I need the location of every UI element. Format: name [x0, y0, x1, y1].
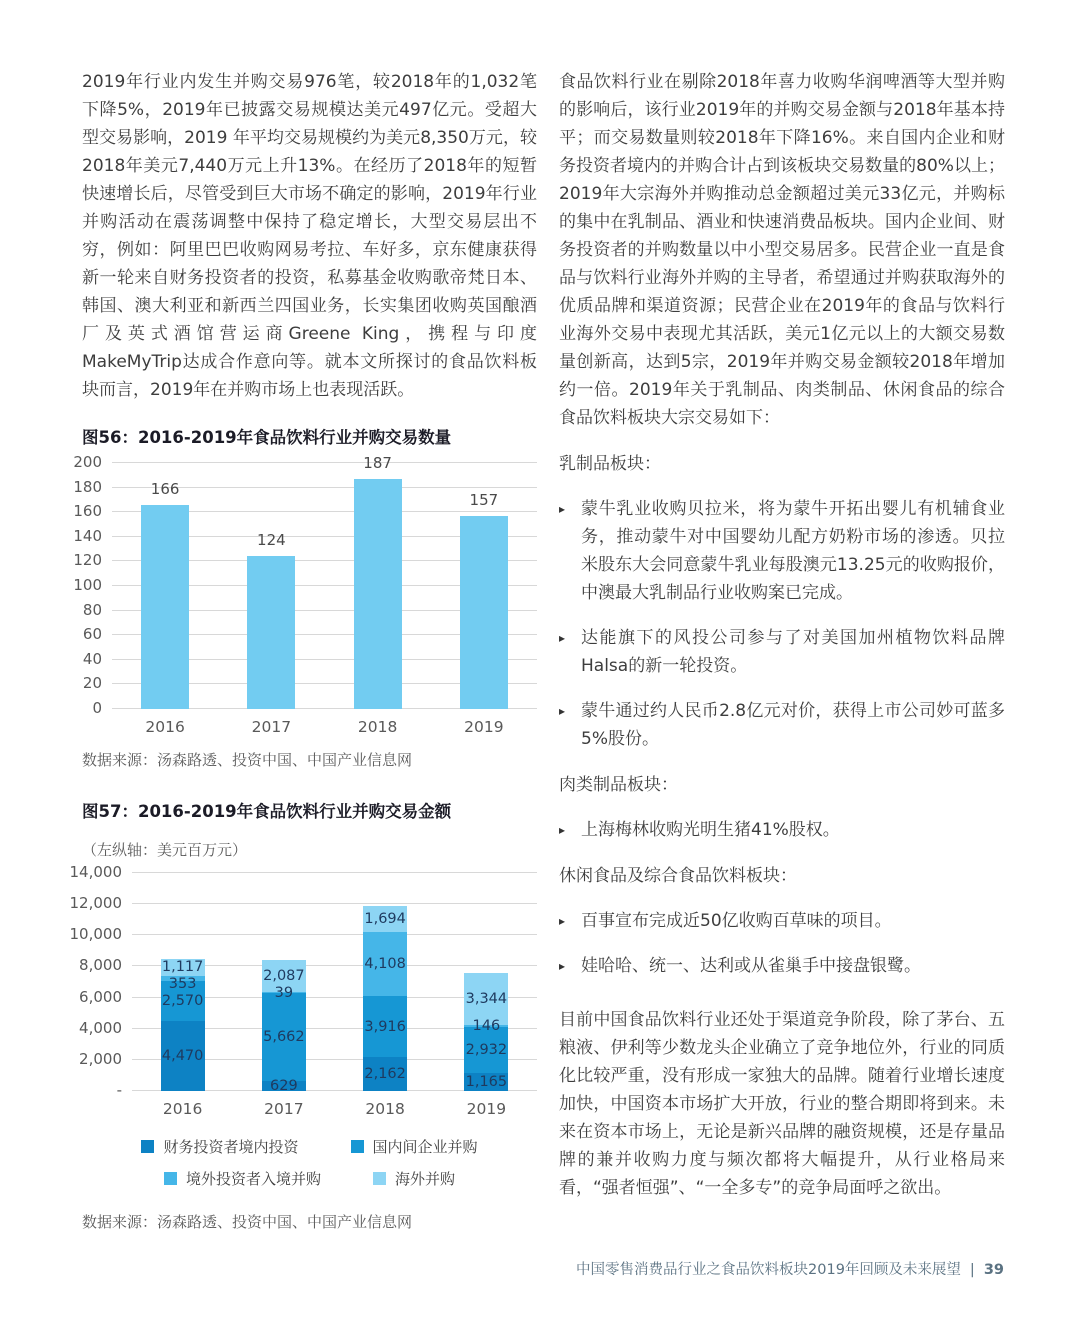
figure56-bar-chart [73, 453, 537, 736]
bullet-text: 达能旗下的风投公司参与了对美国加州植物饮料品牌Halsa的新一轮投资。 [581, 628, 1005, 676]
segment-value-label: 2,570 [161, 993, 204, 1010]
bullet-item [559, 495, 1005, 607]
y-tick-label: 180 [73, 477, 102, 496]
bar-slot [335, 873, 436, 1091]
bar-slot [132, 873, 233, 1091]
bullet-triangle-icon: ▸ [559, 631, 566, 645]
bullet-text: 娃哈哈、统一、达利或从雀巢手中接盘银鹭。 [581, 956, 921, 976]
segment-value-label: 39 [274, 985, 294, 1002]
bar-value-label: 157 [469, 490, 499, 509]
legend-swatch [351, 1140, 364, 1153]
x-tick-label: 2016 [162, 1100, 203, 1118]
intro-paragraph: 2019年行业内发生并购交易976笔，较2018年的1,032笔下降5%，2019年已披露交易规模达美元497亿元。受超大型交易影响，2019 年平均交易规模约为美元8,350万元，较2018年美元7,440万元上升13%。在经历了2018年的短暂快速增长后，尽管受到巨大市场不确定的影响，2019年行业并购活动在震荡调整中保持了稳定增长，大型交易层出不穷，例如：阿里巴巴收购网易考拉、车好多，京东健康获得新一轮来自财务投资者的投资，私募基金收购歌帝梵日本、韩国、澳大利亚和新西兰四国业务，长实集团收购英国酿酒厂及英式酒馆营运商Greene King，携程与印度MakeMyTrip达成合作意向等。就本文所探讨的食品饮料板块而言，2019年在并购市场上也表现活跃。 [82, 72, 537, 400]
y-tick-label: 6,000 [79, 987, 122, 1006]
x-tick-label: 2019 [466, 1100, 507, 1118]
figure56-title: 图56：2016-2019年食品饮料行业并购交易数量 [82, 428, 452, 447]
bar-slot [112, 463, 218, 709]
bar [460, 516, 508, 709]
bar-value-label: 124 [257, 531, 286, 550]
y-tick-label: 2,000 [79, 1049, 122, 1068]
segment-value-label: 1,694 [364, 911, 406, 928]
bar [247, 556, 295, 709]
legend-swatch [141, 1140, 154, 1153]
section-heading: 乳制品板块： [559, 454, 661, 474]
x-tick-label: 2018 [365, 1100, 405, 1118]
segment-value-label: 3,916 [364, 1018, 406, 1035]
bullet-text: 上海梅林收购光明生猪41%股权。 [581, 820, 840, 840]
y-tick-label: 40 [82, 649, 102, 668]
segment-value-label: 5,662 [263, 1029, 305, 1046]
page-number: 39 [983, 1262, 1004, 1278]
bullet-triangle-icon: ▸ [559, 959, 566, 973]
y-tick-label: 140 [73, 526, 102, 545]
footer-title: 中国零售消费品行业之食品饮料板块2019年回顾及未来展望 [576, 1262, 961, 1278]
y-tick-label: 4,000 [79, 1018, 122, 1037]
bullet-text: 百事宣布完成近50亿收购百草味的项目。 [581, 911, 892, 931]
bullet-triangle-icon: ▸ [559, 704, 566, 718]
page-footer [576, 1258, 1004, 1279]
x-tick-label: 2019 [464, 718, 504, 736]
y-tick-label: 120 [73, 551, 102, 570]
figure57-axis-note: （左纵轴：美元百万元） [82, 841, 248, 859]
bullet-text: 蒙牛乳业收购贝拉米，将为蒙牛开拓出婴儿有机辅食业务，推动蒙牛对中国婴幼儿配方奶粉市场的渗透。贝拉米股东大会同意蒙牛乳业每股澳元13.25元的收购报价，中澳最大乳制品行业收购案已完成。 [581, 499, 1005, 603]
bullet-triangle-icon: ▸ [559, 823, 566, 837]
figure57-source: 数据来源：汤森路透、投资中国、中国产业信息网 [82, 1213, 413, 1231]
bullet-triangle-icon: ▸ [559, 502, 566, 516]
bar-slot [325, 454, 431, 709]
segment-value-label: 1,117 [161, 959, 204, 976]
segment-value-label: 353 [168, 976, 197, 993]
two-column-layout [69, 68, 1005, 1232]
left-column [69, 68, 537, 1232]
bullet-item [559, 907, 1005, 935]
legend-item [351, 1136, 478, 1157]
segment-value-label: 629 [270, 1078, 298, 1095]
bullet-item [559, 816, 1005, 844]
legend-swatch [164, 1172, 177, 1185]
segment-value-label: 2,162 [364, 1066, 406, 1083]
y-tick-label: 12,000 [69, 894, 122, 913]
segment-value-label: 146 [472, 1018, 501, 1035]
figure56-source: 数据来源：汤森路透、投资中国、中国产业信息网 [82, 751, 413, 769]
bullet-item [559, 952, 1005, 980]
segment-value-label: 2,087 [263, 968, 305, 985]
x-tick-label: 2018 [357, 718, 398, 736]
bar-value-label: 166 [150, 479, 180, 498]
bar-slot [431, 463, 537, 709]
y-tick-label: 8,000 [79, 956, 122, 975]
y-tick-label: 10,000 [69, 925, 122, 944]
figure57-title: 图57：2016-2019年食品饮料行业并购交易金额 [82, 802, 452, 821]
bullet-text: 蒙牛通过约人民币2.8亿元对价，获得上市公司妙可蓝多5%股份。 [581, 701, 1005, 749]
y-tick-label: 80 [82, 600, 102, 619]
section-heading: 休闲食品及综合食品饮料板块： [559, 866, 797, 886]
legend-label: 财务投资者境内投资 [163, 1138, 299, 1156]
segment-value-label: 1,165 [465, 1073, 508, 1090]
deal-sections [559, 450, 1005, 980]
right-column [559, 68, 1005, 1232]
bullet-triangle-icon: ▸ [559, 914, 566, 928]
segment-value-label: 3,344 [465, 990, 508, 1007]
y-tick-label: 0 [92, 699, 102, 717]
chart-legend [82, 1136, 537, 1189]
bar-slot [233, 873, 334, 1095]
legend-label: 境外投资者入境并购 [185, 1170, 321, 1188]
legend-label: 国内间企业并购 [372, 1138, 478, 1156]
segment-value-label: 4,108 [364, 956, 406, 973]
bar [354, 479, 402, 709]
section-heading: 肉类制品板块： [559, 775, 678, 795]
segment-value-label: 2,932 [465, 1042, 508, 1059]
stacked-bar [363, 906, 407, 1091]
legend-item [141, 1136, 298, 1157]
legend-item [373, 1168, 455, 1189]
bullet-item [559, 624, 1005, 680]
legend-swatch [373, 1172, 386, 1185]
bar-slot [218, 463, 324, 709]
bar [141, 505, 189, 709]
y-tick-label: 100 [73, 576, 102, 594]
footer-separator: | [969, 1262, 975, 1278]
x-tick-label: 2016 [145, 718, 185, 736]
bar-value-label: 187 [363, 454, 392, 472]
figure57-stacked-bar-chart [69, 863, 537, 1189]
legend-item [164, 1168, 321, 1189]
x-tick-label: 2017 [264, 1100, 304, 1118]
y-tick-label: 200 [73, 453, 102, 471]
y-tick-label: - [116, 1081, 122, 1099]
y-tick-label: 160 [73, 502, 102, 521]
bar-slot [436, 873, 537, 1091]
closing-paragraph: 目前中国食品饮料行业还处于渠道竞争阶段，除了茅台、五粮液、伊利等少数龙头企业确立了竞争地位外，行业的同质化比较严重，没有形成一家独大的品牌。随着行业增长速度加快，中国资本市场扩大开放，行业的整合期即将到来。未来在资本市场上，无论是新兴品牌的融资规模，还是存量品牌的兼并收购力度与频次都将大幅提升，从行业格局来看，“强者恒强”、“一全多专”的竞争局面呼之欲出。 [559, 1010, 1005, 1198]
y-tick-label: 20 [82, 674, 102, 693]
x-tick-label: 2017 [251, 718, 292, 736]
overview-paragraph: 食品饮料行业在剔除2018年喜力收购华润啤酒等大型并购的影响后，该行业2019年的并购交易金额与2018年基本持平；而交易数量则较2018年下降16%。来自国内企业和财务投资者境内的并购合计占到该板块交易数量的80%以上；2019年大宗海外并购推动总金额超过美元33亿元，并购标的集中在乳制品、酒业和快速消费品板块。国内企业间、财务投资者的并购数量以中小型交易居多。民营企业一直是食品与饮料行业海外并购的主导者，希望通过并购获取海外的优质品牌和渠道资源；民营企业在2019年的食品与饮料行业海外交易中表现尤其活跃，美元1亿元以上的大额交易数量创新高，达到5宗，2019年并购交易金额较2018年增加约一倍。2019年关于乳制品、肉类制品、休闲食品的综合食品饮料板块大宗交易如下： [559, 72, 1005, 428]
y-tick-label: 14,000 [69, 863, 122, 881]
y-tick-label: 60 [82, 625, 102, 644]
segment-value-label: 4,470 [161, 1048, 204, 1065]
bullet-item [559, 697, 1005, 753]
legend-label: 海外并购 [395, 1170, 456, 1188]
